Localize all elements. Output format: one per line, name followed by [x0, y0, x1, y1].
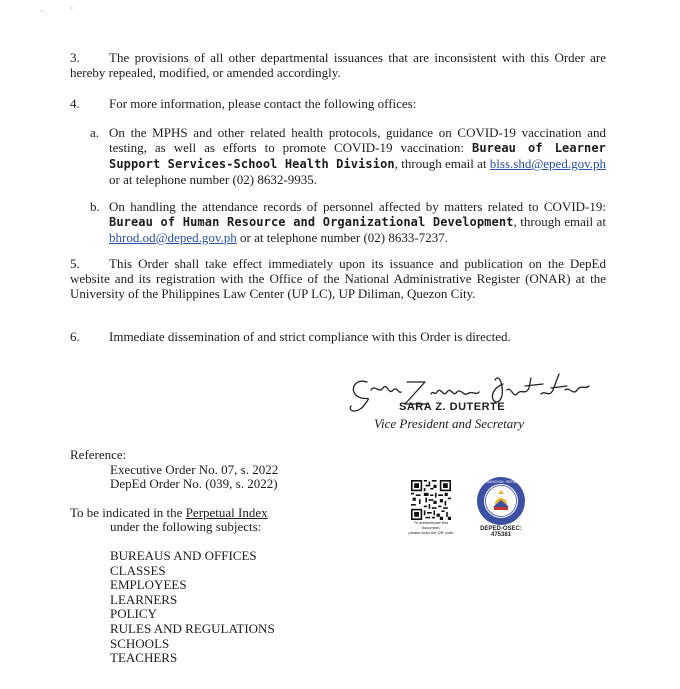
subitem-a-text: On the MPHS and other related health protocols, guidance on COVID-19 vaccination and testing, as well as efforts to promote COVID-19 vaccination: — [109, 125, 606, 155]
subject-list — [110, 549, 275, 666]
email-link[interactable]: bhrod.od@deped.gov.ph — [109, 230, 237, 245]
item-number: 3. — [70, 50, 80, 65]
subitem-b-text: On handling the attendance records of personnel affected by matters related to COVID-19: — [109, 199, 606, 214]
signature-handwriting: Sara Zimmerman Duterte — [345, 347, 509, 364]
signer-name: SARA Z. DUTERTE — [399, 401, 506, 413]
subject-item: LEARNERS — [110, 591, 178, 607]
scan-speck: · — [40, 6, 43, 16]
subitem-b — [109, 199, 606, 245]
item-number: 5. — [70, 256, 80, 271]
subject-item: RULES AND REGULATIONS — [110, 620, 275, 636]
qr-code-icon[interactable] — [411, 480, 451, 520]
perpetual-prefix: To be indicated in the — [70, 505, 186, 520]
subitem-letter: a. — [90, 125, 100, 140]
signer-title: Vice President and Secretary — [374, 416, 525, 431]
office-name: Bureau of Human Resource and Organizational Development — [109, 215, 514, 229]
subitem-a — [109, 125, 606, 187]
qr-caption: To authenticate this document, — [413, 520, 449, 530]
qr-block — [405, 480, 457, 535]
item-6-text: Immediate dissemination of and strict compliance with this Order is directed. — [109, 329, 511, 344]
subject-item: CLASSES — [110, 562, 166, 578]
item-number: 4. — [70, 96, 80, 111]
office-name: Bureau of Learner Support Services-School Health Division — [109, 141, 607, 171]
subitem-letter: b. — [90, 199, 100, 214]
subject-item: BUREAUS AND OFFICES — [110, 548, 257, 563]
subitem-b-text: or at telephone number (02) 8633-7237. — [236, 230, 448, 245]
subitem-b-text: , through email at — [513, 214, 606, 229]
scan-speck: ˚ — [70, 6, 73, 16]
reference-label: Reference: — [70, 447, 127, 462]
subitem-a-text: , through email at — [394, 156, 487, 171]
qr-caption: please scan the QR code — [408, 530, 454, 535]
perpetual-subtitle: under the following subjects: — [110, 519, 262, 534]
perpetual-index-line — [70, 505, 268, 520]
item-5-text: This Order shall take effect immediately upon its issuance and publication on the DepEd website and its registration with the Office of the National Administrative Register (ONAR) at the University of the Philippines Law Center (UP LC), UP Diliman, Quezon City. — [70, 256, 606, 301]
subitem-a-text: or at telephone number (02) 8632-9935. — [109, 172, 317, 187]
deped-seal-icon — [456, 476, 546, 526]
seal-code: DEPED-OSEC: 475381 — [480, 526, 522, 538]
item-3-text: The provisions of all other departmental issuances that are inconsistent with this Order are hereby repealed, modified, or amended accordingly. — [70, 50, 606, 80]
subject-item: POLICY — [110, 606, 157, 622]
subject-item: EMPLOYEES — [110, 577, 187, 593]
reference-item: DepEd Order No. (039, s. 2022) — [110, 476, 278, 491]
seal-block — [456, 476, 546, 538]
email-link[interactable]: blss.shd@eped.gov.ph — [489, 156, 606, 171]
subject-item: SCHOOLS — [110, 635, 170, 651]
perpetual-index-link[interactable]: Perpetual Index — [185, 505, 268, 520]
item-4-text: For more information, please contact the following offices: — [109, 96, 417, 111]
item-number: 6. — [70, 329, 80, 344]
subject-item: TEACHERS — [110, 650, 178, 666]
reference-item: Executive Order No. 07, s. 2022 — [110, 462, 279, 477]
seal-ring-text: KAGAWARAN NG EDUKASYON · REPUBLIKA NG PILIPINAS — [456, 480, 546, 484]
